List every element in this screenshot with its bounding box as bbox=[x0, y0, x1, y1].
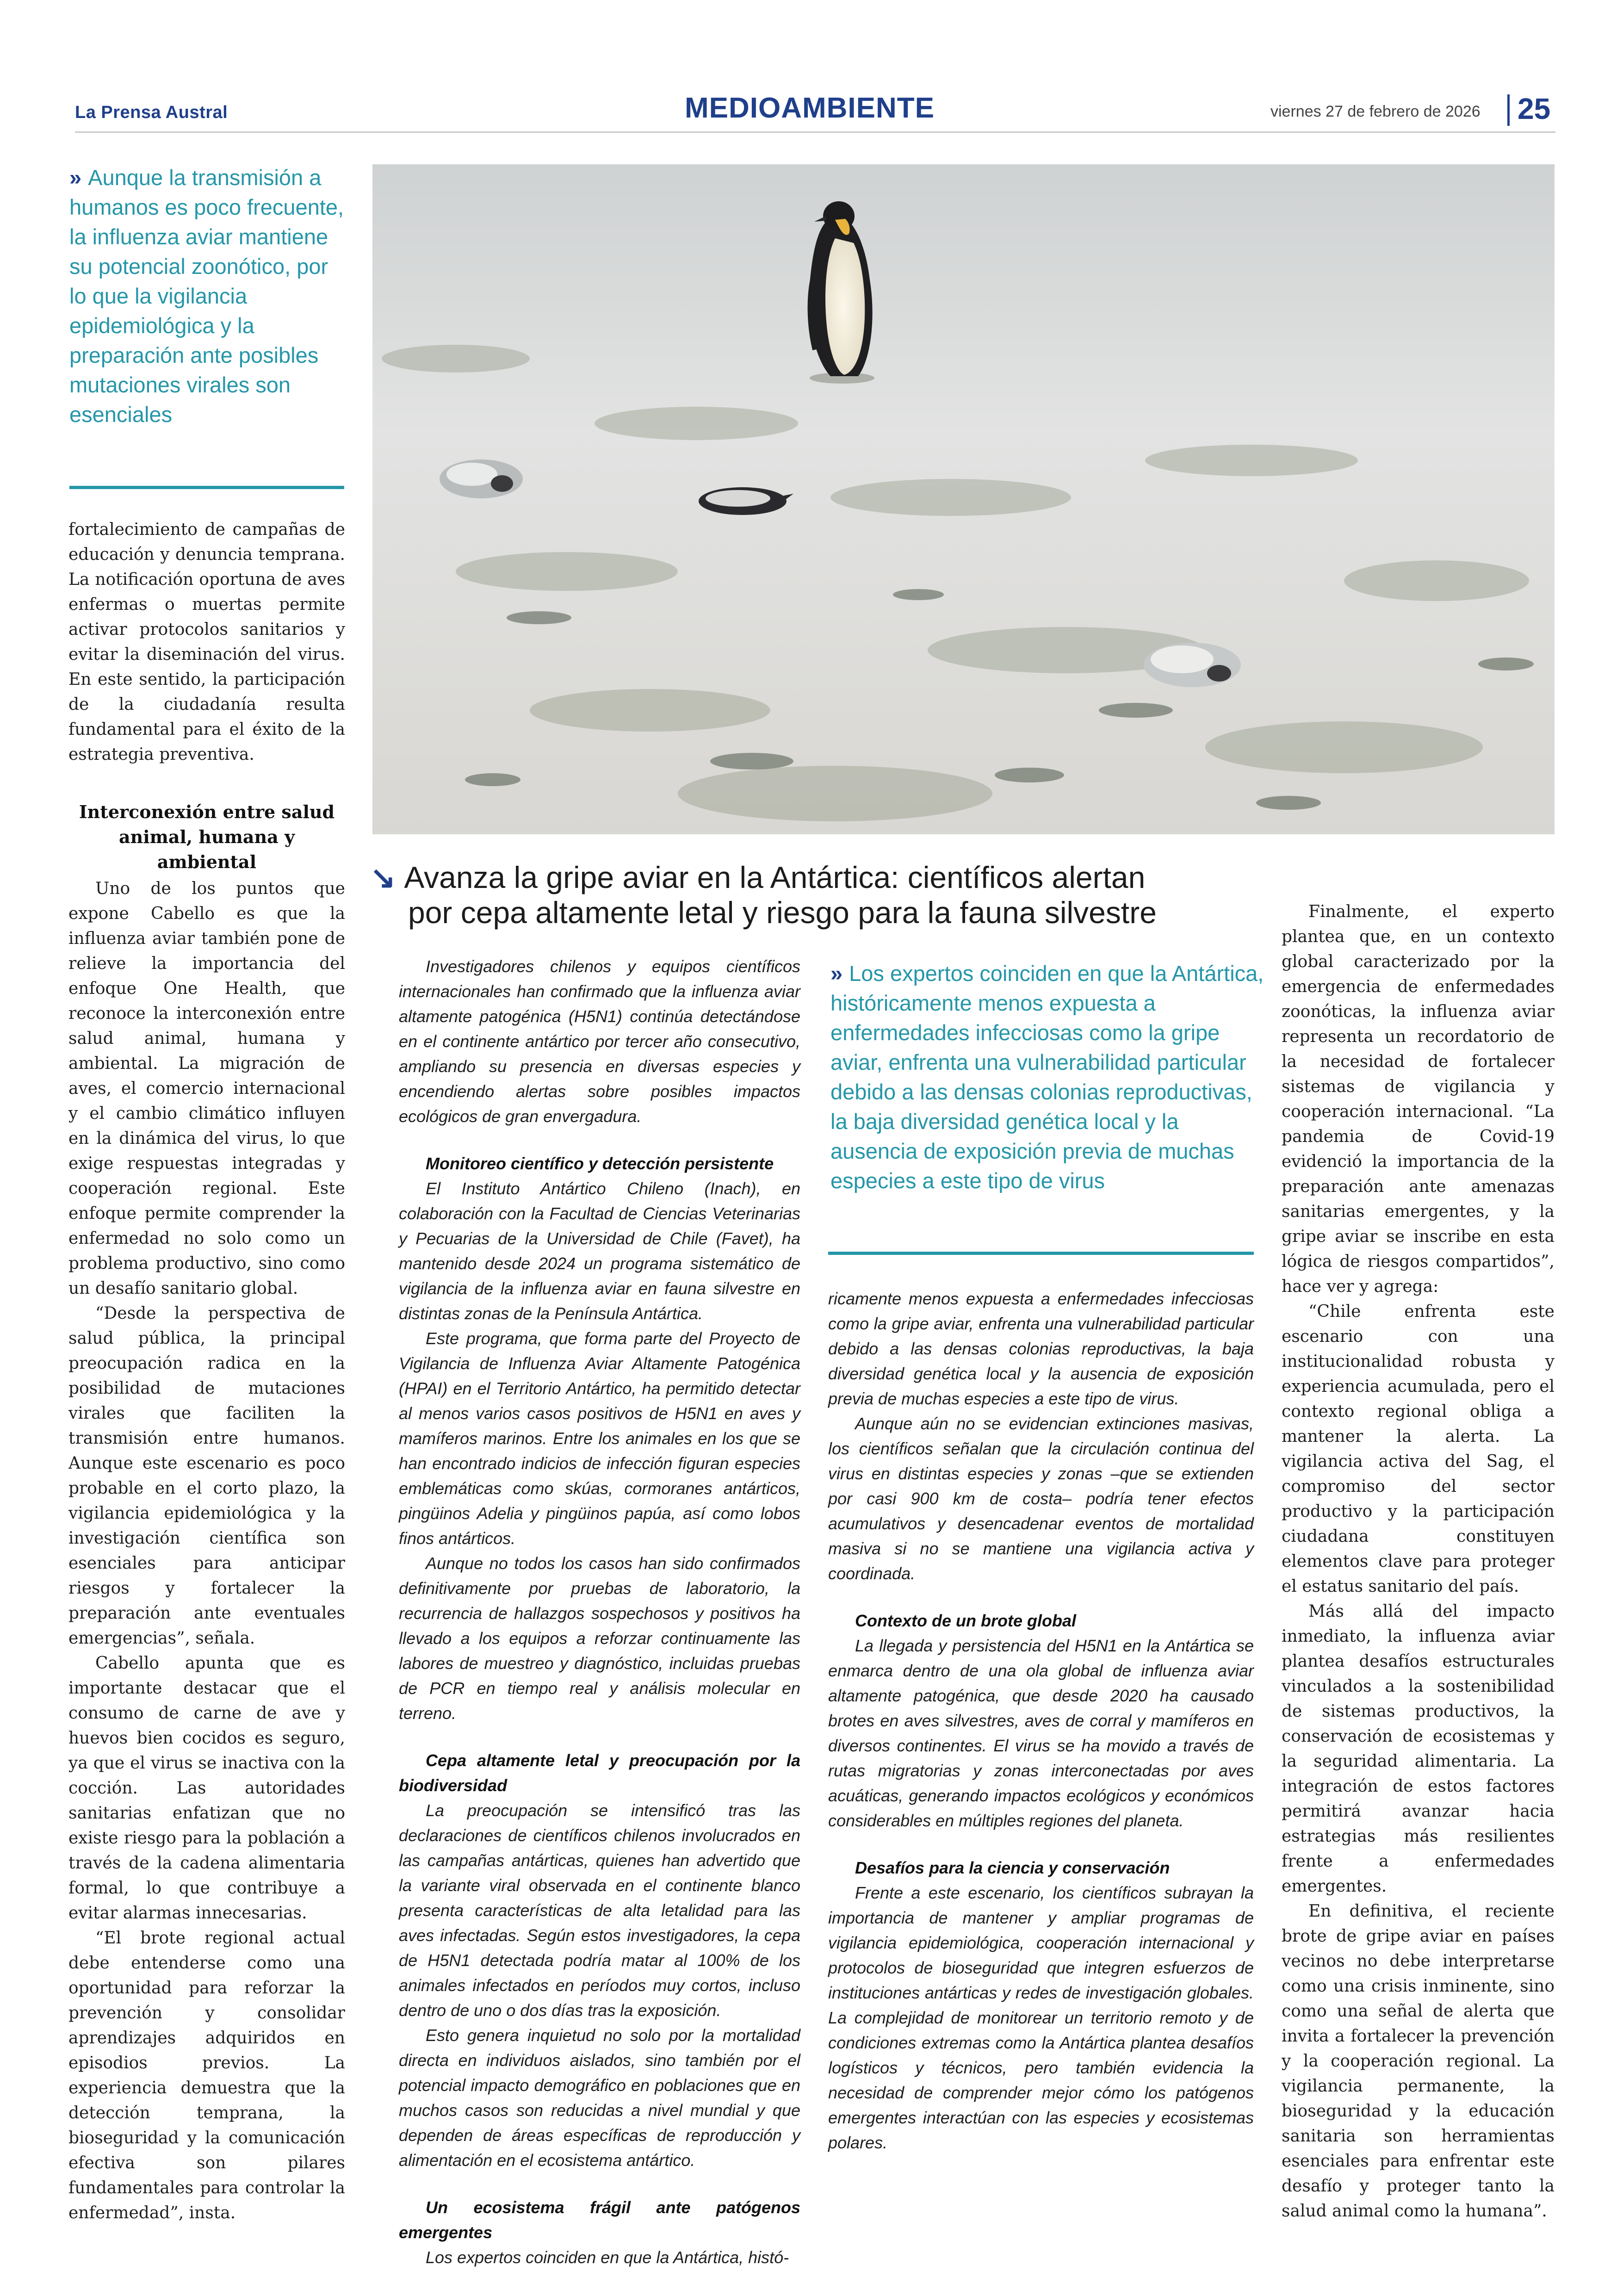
column-1-paragraph: fortalecimiento de campañas de educación y denuncia temprana. La notificación oportuna de aves enfermas o muertas permite activar protocolos sanitarios y evitar la diseminación del virus. En este sentido, la participación de la ciudadanía resulta fundamental para el éxito de la estrategia preventiva. bbox=[68, 520, 345, 764]
column-3-paragraph: Aunque aún no se evidencian extinciones masivas, los científicos señalan que la circulación continua del virus en distintas especies y zonas –que se extienden por casi 900 km de costa– podría tener efectos acumulativos y desencadenar eventos de mortalidad masiva si no se mantiene una vigilancia activa y coordinada. bbox=[828, 1414, 1254, 1583]
column-3-paragraph: ricamente menos expuesta a enfermedades infecciosas como la gripe aviar, enfrenta una vulnerabilidad particular debido a las densas colonias reproductivas, la baja diversidad genética local y la ausencia de exposición previa de muchas especies a este tipo de virus. bbox=[828, 1289, 1254, 1408]
column-1-paragraph: “El brote regional actual debe entenderse como una oportunidad para reforzar la prevención y consolidar aprendizajes adquiridos en episodios previos. La experiencia demuestra que la detección temprana, la bioseguridad y la comunicación efectiva son pilares fundamentales para controlar la enfermedad”, insta. bbox=[68, 1929, 345, 2222]
newspaper-name: La Prensa Austral bbox=[75, 103, 228, 122]
headline bbox=[370, 860, 1249, 930]
double-chevron-icon: » bbox=[830, 961, 843, 986]
column-2-paragraph: Aunque no todos los casos han sido confirmados definitivamente por pruebas de laboratorio, la recurrencia de hallazgos sospechosos y positivos ha llevado a los equipos a reforzar continuamente las labores de muestreo y diagnóstico, incluidas pruebas de PCR en tiempo real y análisis molecular en terreno. bbox=[399, 1554, 800, 1723]
column-4-paragraph: “Chile enfrenta este escenario con una institucionalidad robusta y experiencia acumulada, pero el contexto regional obliga a mantener la alerta. La vigilancia activa del Sag, el compromiso del sector productivo y la participación ciudadana constituyen elementos clave para proteger el estatus sanitario del país. bbox=[1282, 1302, 1555, 1596]
page-number: 25 bbox=[1518, 92, 1551, 125]
column-4 bbox=[1282, 900, 1555, 2224]
subheading-monitoreo: Monitoreo científico y detección persistente bbox=[426, 1154, 774, 1173]
header-rule bbox=[75, 131, 1555, 133]
column-2-paragraph: Los expertos coinciden en que la Antártica, histó- bbox=[426, 2248, 789, 2267]
pull-quote-1-rule bbox=[69, 486, 344, 489]
pull-quote-1-text: Aunque la transmisión a humanos es poco frecuente, la influenza aviar mantiene su potencial zoonótico, por lo que la vigilancia epidemiológica y la preparación ante posibles mutaciones virales son esenciales bbox=[69, 165, 344, 427]
pull-quote-2-text: Los expertos coinciden en que la Antártica, históricamente menos expuesta a enfermedades infecciosas como la gripe aviar, enfrenta una vulnerabilidad particular debido a las densas colonias reproductivas, la baja diversidad genética local y la ausencia de exposición previa de muchas especies a este tipo de virus bbox=[830, 961, 1264, 1193]
pull-quote-2 bbox=[830, 959, 1265, 1196]
emperor-penguin-photo bbox=[372, 164, 1555, 834]
column-2 bbox=[399, 954, 800, 2270]
column-3-paragraph: La llegada y persistencia del H5N1 en la Antártica se enmarca dentro de una ola global de influenza aviar altamente patogénica, que desde 2020 ha causado brotes en aves silvestres, aves de corral y mamíferos en diversos continentes. El virus se ha movido a través de rutas migratorias y zonas interconectadas por aves acuáticas, generando impactos ecológicos y económicos considerables en múltiples regiones del planeta. bbox=[828, 1636, 1254, 1830]
column-2-paragraph: La preocupación se intensificó tras las declaraciones de científicos chilenos involucrados en las campañas antárticas, quienes han advertido que la variante viral observada en el continente blanco presenta características de alta letalidad para las aves infectadas. Según estos investigadores, la cepa de H5N1 detectada podría matar al 100% de los animales infectados en períodos muy cortos, incluso dentro de uno o dos días tras la exposición. bbox=[399, 1801, 800, 2020]
column-4-paragraph: Más allá del impacto inmediato, la influenza aviar plantea desafíos estructurales vinculados a la sostenibilidad de sistemas productivos, la conservación de ecosistemas y la seguridad alimentaria. La integración de estos factores permitirá avanzar hacia estrategias más resilientes frente a enfermedades emergentes. bbox=[1282, 1602, 1555, 1896]
column-1-paragraph: Cabello apunta que es importante destacar que el consumo de carne de ave y huevos bien cocidos es seguro, ya que el virus se inactiva con la cocción. Las autoridades sanitarias enfatizan que no existe riesgo para la población a través de la cadena alimentaria formal, lo que contribuye a evitar alarmas innecesarias. bbox=[68, 1654, 345, 1923]
column-3 bbox=[828, 1286, 1254, 2155]
column-2-paragraph: Esto genera inquietud no solo por la mortalidad directa en individuos aislados, sino también por el potencial impacto demográfico en poblaciones que en muchos casos son reducidas a nivel mundial y que dependen de áreas específicas de reproducción y alimentación en el ecosistema antártico. bbox=[399, 2026, 800, 2170]
double-chevron-icon: » bbox=[69, 165, 82, 190]
header-divider bbox=[1507, 94, 1510, 126]
arrow-down-right-icon: ↘ bbox=[370, 860, 396, 894]
subheading-desafios: Desafíos para la ciencia y conservación bbox=[855, 1858, 1170, 1877]
pull-quote-1 bbox=[69, 163, 347, 429]
column-4-paragraph: Finalmente, el experto plantea que, en un contexto global caracterizado por la emergencia de enfermedades zoonóticas, la influenza aviar representa un recordatorio de la necesidad de fortalecer sistemas de vigilancia y cooperación internacional. “La pandemia de Covid-19 evidenció la importancia de la preparación ante amenazas sanitarias emergentes, y la gripe aviar se inscribe en esta lógica de riesgos compartidos”, hace ver y agrega: bbox=[1282, 902, 1555, 1296]
column-1-subheading: Interconexión entre salud animal, humana y ambiental bbox=[79, 801, 335, 872]
column-1-paragraph: Uno de los puntos que expone Cabello es que la influenza aviar también pone de relieve la importancia del enfoque One Health, que reconoce la interconexión entre salud animal, humana y ambiental. La migración de aves, el comercio internacional y el cambio climático influyen en la dinámica del virus, lo que exige respuestas integradas y cooperación regional. Este enfoque permite comprender la enfermedad no solo como un problema productivo, sino como un desafío sanitario global. bbox=[68, 879, 345, 1298]
issue-date: viernes 27 de febrero de 2026 bbox=[1270, 103, 1481, 120]
column-1-body bbox=[68, 876, 345, 2226]
column-4-paragraph: En definitiva, el reciente brote de gripe aviar en países vecinos no debe interpretarse como una crisis inminente, sino como una señal de alerta que invita a fortalecer la prevención y la cooperación regional. La vigilancia permanente, la bioseguridad y la educación sanitaria son herramientas esenciales para enfrentar este desafío y proteger tanto la salud animal como la humana”. bbox=[1282, 1902, 1555, 2221]
subheading-ecosistema: Un ecosistema frágil ante patógenos emergentes bbox=[399, 2198, 800, 2242]
section-title: MEDIOAMBIENTE bbox=[685, 92, 935, 124]
lead-paragraph: Investigadores chilenos y equipos científicos internacionales han confirmado que la influenza aviar altamente patogénica (H5N1) continúa detectándose en el continente antártico por tercer año consecutivo, ampliando su presencia en diversas especies y encendiendo alertas sobre posibles impactos ecológicos de gran envergadura. bbox=[399, 957, 800, 1126]
column-2-paragraph: Este programa, que forma parte del Proyecto de Vigilancia de Influenza Aviar Altamente Patogénica (HPAI) en el Territorio Antártico, ha permitido detectar al menos varios casos positivos de H5N1 en aves y mamíferos marinos. Entre los animales en los que se han encontrado indicios de infección figuran especies emblemáticas como skúas, cormoranes antárticos, pingüinos Adelia y pingüinos papúa, así como lobos finos antárticos. bbox=[399, 1329, 800, 1548]
column-3-paragraph: Frente a este escenario, los científicos subrayan la importancia de mantener y ampliar programas de vigilancia epidemiológica, cooperación internacional y protocolos de bioseguridad que integren esfuerzos de instituciones antárticas y redes de investigación globales. La complejidad de monitorear un territorio remoto y de condiciones extremas como la Antártica plantea desafíos logísticos y técnicos, pero también evidencia la necesidad de comprender mejor cómo los patógenos emergentes interactúan con las especies y ecosistemas polares. bbox=[828, 1883, 1254, 2152]
column-1-paragraph: “Desde la perspectiva de salud pública, la principal preocupación radica en la posibilidad de mutaciones virales que faciliten la transmisión entre humanos. Aunque este escenario es poco probable en el corto plazo, la vigilancia epidemiológica y la investigación científica son esenciales para anticipar riesgos y fortalecer la preparación ante eventuales emergencias”, señala. bbox=[68, 1304, 345, 1648]
subheading-contexto: Contexto de un brote global bbox=[855, 1611, 1076, 1630]
column-2-paragraph: El Instituto Antártico Chileno (Inach), en colaboración con la Facultad de Ciencias Veterinarias y Pecuarias de la Universidad de Chile (Favet), ha mantenido desde 2024 un programa sistemático de vigilancia de la influenza aviar en fauna silvestre en distintas zonas de la Península Antártica. bbox=[399, 1179, 800, 1323]
headline-line-1: Avanza la gripe aviar en la Antártica: científicos alertan bbox=[404, 860, 1146, 894]
pull-quote-2-rule bbox=[828, 1252, 1254, 1255]
headline-line-2: por cepa altamente letal y riesgo para la fauna silvestre bbox=[408, 895, 1157, 930]
column-1-subheading-box bbox=[68, 800, 345, 875]
subheading-cepa: Cepa altamente letal y preocupación por la biodiversidad bbox=[399, 1751, 800, 1795]
column-1-intro bbox=[68, 517, 345, 767]
